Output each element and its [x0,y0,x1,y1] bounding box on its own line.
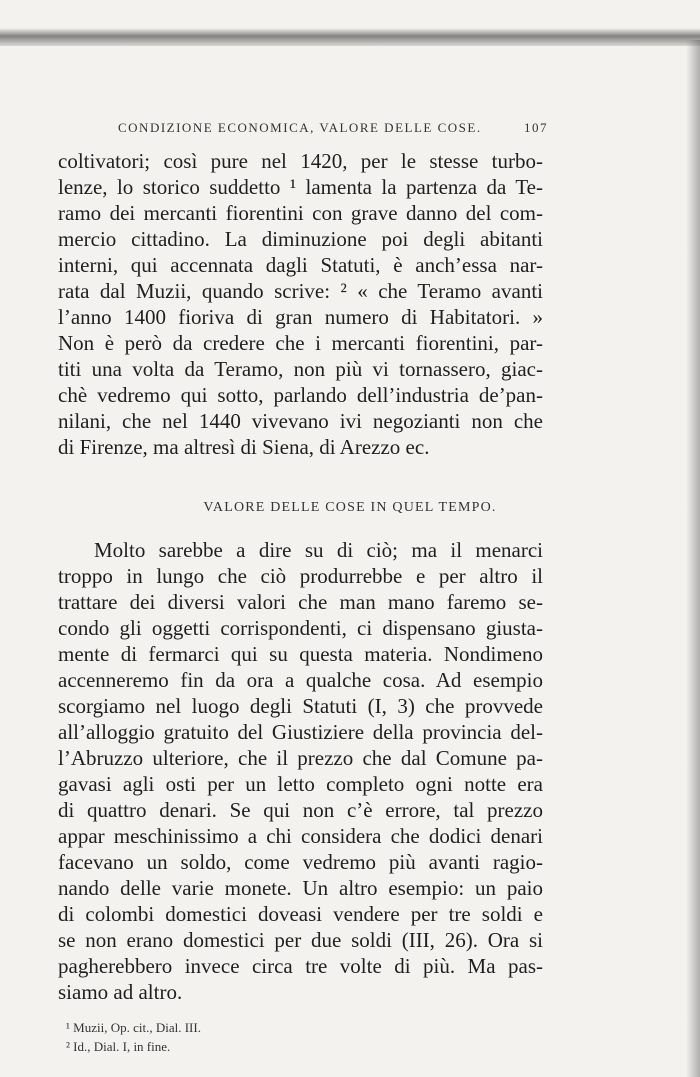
text-line: mente di fermarci qui su questa materia. Nondimeno [58,642,543,666]
text-line: di quattro denari. Se qui non c’è errore, tal prezzo [58,798,543,822]
footnote-2: ² Id., Dial. I, in fine. [66,1039,171,1054]
text-line: pagherebbero invece circa tre volte di più. Ma pas- [58,954,543,978]
text-line: nilani, che nel 1440 vivevano ivi negozianti non che [58,409,543,433]
text-line: l’anno 1400 fioriva di gran numero di Habitatori. » [58,305,543,329]
text-line: trattare dei diversi valori che man mano faremo se- [58,590,543,614]
section-heading: VALORE DELLE COSE IN QUEL TEMPO. [203,500,497,515]
text-line: nando delle varie monete. Un altro esempio: un paio [58,876,543,900]
text-line: se non erano domestici per due soldi (III, 26). Ora si [58,928,543,952]
text-line: appar meschinissimo a chi considera che dodici denari [58,824,543,848]
footnotes [66,1018,201,1056]
text-line: rata dal Muzii, quando scrive: ² « che Teramo avanti [58,279,543,303]
page-top-edge-shadow [0,28,700,46]
footnote-1: ¹ Muzii, Op. cit., Dial. III. [66,1020,201,1035]
text-line: troppo in lungo che ciò produrrebbe e per altro il [58,564,543,588]
page-number: 107 [524,120,548,135]
text-line: gavasi agli osti per un letto completo ogni notte era [58,772,543,796]
running-head [118,120,548,136]
text-line: di Firenze, ma altresì di Siena, di Arezzo ec. [58,435,430,459]
text-line: Molto sarebbe a dire su di ciò; ma il menarci [94,538,543,562]
text-line: Non è però da credere che i mercanti fiorentini, par- [58,331,543,355]
text-line: l’Abruzzo ulteriore, che il prezzo che dal Comune pa- [58,746,543,770]
paragraph-2 [58,537,543,1005]
text-line: interni, qui accennata dagli Statuti, è anch’essa nar- [58,253,543,277]
page-right-edge-shadow [686,40,700,1077]
text-line: chè vedremo qui sotto, parlando dell’industria de’pan- [58,383,543,407]
paragraph-1 [58,148,543,460]
running-head-title: CONDIZIONE ECONOMICA, VALORE DELLE COSE. [118,120,482,135]
text-line: di colombi domestici doveasi vendere per tre soldi e [58,902,543,926]
text-line: facevano un soldo, come vedremo più avanti ragio- [58,850,543,874]
text-line: titi una volta da Teramo, non più vi tornassero, giac- [58,357,543,381]
text-line: siamo ad altro. [58,980,183,1004]
text-line: condo gli oggetti corrispondenti, ci dispensano giusta- [58,616,543,640]
text-line: mercio cittadino. La diminuzione poi degli abitanti [58,227,543,251]
text-line: coltivatori; così pure nel 1420, per le stesse turbo- [58,149,543,173]
text-line: accenneremo fin da ora a qualche cosa. Ad esempio [58,668,543,692]
text-line: all’alloggio gratuito del Giustiziere della provincia del- [58,720,543,744]
text-line: lenze, lo storico suddetto ¹ lamenta la partenza da Te- [58,175,543,199]
text-line: ramo dei mercanti fiorentini con grave danno del com- [58,201,543,225]
text-line: scorgiamo nel luogo degli Statuti (I, 3) che provvede [58,694,543,718]
